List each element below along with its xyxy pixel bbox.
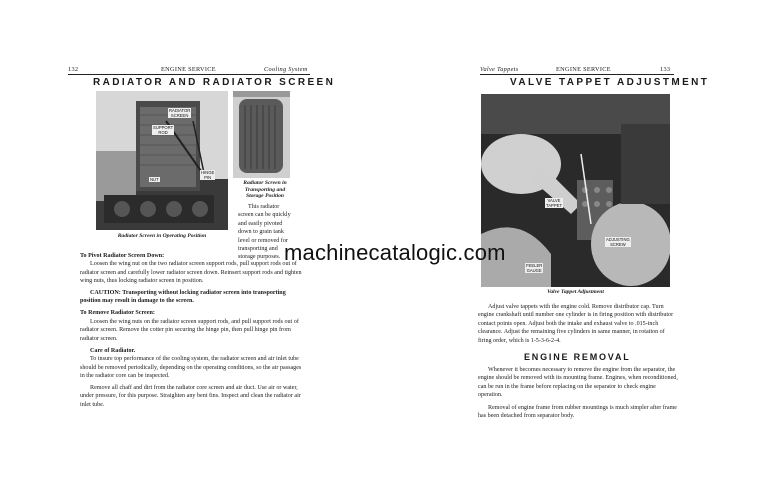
hinge-pin-label: HINGE PIN: [201, 170, 215, 180]
support-rod-label: SUPPORT ROD: [153, 125, 174, 135]
remove-paragraph: Loosen the wing nuts on the radiator screen support rods, and pull support rods out of radiator screen. Remove the cotter pin securing the hinge pin, then pull hinge pin from radiator screen.: [80, 318, 299, 342]
valve-tappet-label: VALVE TAPPET: [546, 198, 562, 208]
pivot-heading: To Pivot Radiator Screen Down:: [80, 253, 165, 259]
valve-tappet-photo: [481, 94, 670, 287]
radiator-transport-photo: [233, 91, 290, 178]
watermark-text: machinecatalogic.com: [284, 240, 506, 265]
caption-transport: Radiator Screen in Transporting and Storage Position: [243, 180, 287, 199]
care-paragraph-2: Remove all chaff and dirt from the radiator core screen and air duct. Use air or water, under pressure, for this purpose. Straighten any bent fins. Inspect and clean the radiator air inlet tube.: [80, 384, 301, 408]
engine-removal-heading: ENGINE REMOVAL: [524, 352, 631, 362]
header-subsection-right: Valve Tappets: [480, 66, 519, 73]
removal-paragraph-2: Removal of engine frame from rubber mountings is much simpler after frame has been detached from separator body.: [478, 404, 678, 420]
header-section-right: ENGINE SERVICE: [556, 66, 611, 73]
care-heading: Care of Radiator.: [90, 348, 136, 355]
pivot-paragraph: Loosen the wing nut on the two radiator screen support rods, pull support rods out of radiator screen and carefully lower radiator screen down. Reinsert support rods and tighten wing nuts, thus locking radiator screen in position.: [80, 261, 302, 285]
removal-paragraph-1: Whenever it becomes necessary to remove the engine from the separator, the engine should be removed with its mounting frame. Engines, when reconditioned, can be run in the frame before replacing on the separator to check engine operation.: [478, 367, 678, 399]
care-paragraph-1: To insure top performance of the cooling system, the radiator screen and air inlet tube should be removed periodically, depending on the operating conditions, so the air passages in the radiator core can be inspected.: [80, 356, 302, 380]
page-title-left: RADIATOR AND RADIATOR SCREEN: [93, 77, 336, 88]
side-paragraph: This radiator screen can be quickly and easily pivoted down to grain tank level or removed for transporting and storage purposes.: [238, 204, 291, 261]
tappet-paragraph: Adjust valve tappets with the engine cold. Remove distributor cap. Turn engine crankshaft until number one cylinder is in firing position with distributor contact points open. Adjust both the intake and exhaust valve to .015-inch clearance. Adjust the remaining five cylinders in same manner, in rotation of firing order, which is 1-5-3-6-2-4.: [478, 304, 674, 344]
radiator-operating-photo: [96, 91, 228, 230]
right-body-text: [478, 303, 678, 345]
header-rule-right: [480, 74, 674, 75]
caption-operating: Radiator Screen in Operating Position: [117, 233, 207, 239]
page-number-right: 133: [660, 66, 671, 73]
header-rule-left: [68, 74, 310, 75]
page-number-left: 132: [68, 66, 79, 73]
left-body-text: [80, 252, 302, 409]
adjusting-screw-label: ADJUSTING SCREW: [606, 237, 630, 247]
radiator-screen-label: RADIATOR SCREEN: [169, 108, 191, 118]
feeler-gauge-label: FEELER GAUGE: [526, 263, 543, 273]
remove-heading: To Remove Radiator Screen:: [80, 310, 155, 317]
header-subsection-left: Cooling System: [264, 66, 308, 73]
page-title-right: VALVE TAPPET ADJUSTMENT: [510, 77, 710, 88]
header-section-left: ENGINE SERVICE: [161, 66, 216, 73]
nut-label: NUT: [150, 177, 159, 182]
caption-valve-tappet: Valve Tappet Adjustment: [547, 289, 604, 295]
engine-removal-text: [478, 366, 678, 420]
caution-paragraph: CAUTION: Transporting without locking radiator screen into transporting position may result in damage to the screen.: [80, 289, 286, 305]
